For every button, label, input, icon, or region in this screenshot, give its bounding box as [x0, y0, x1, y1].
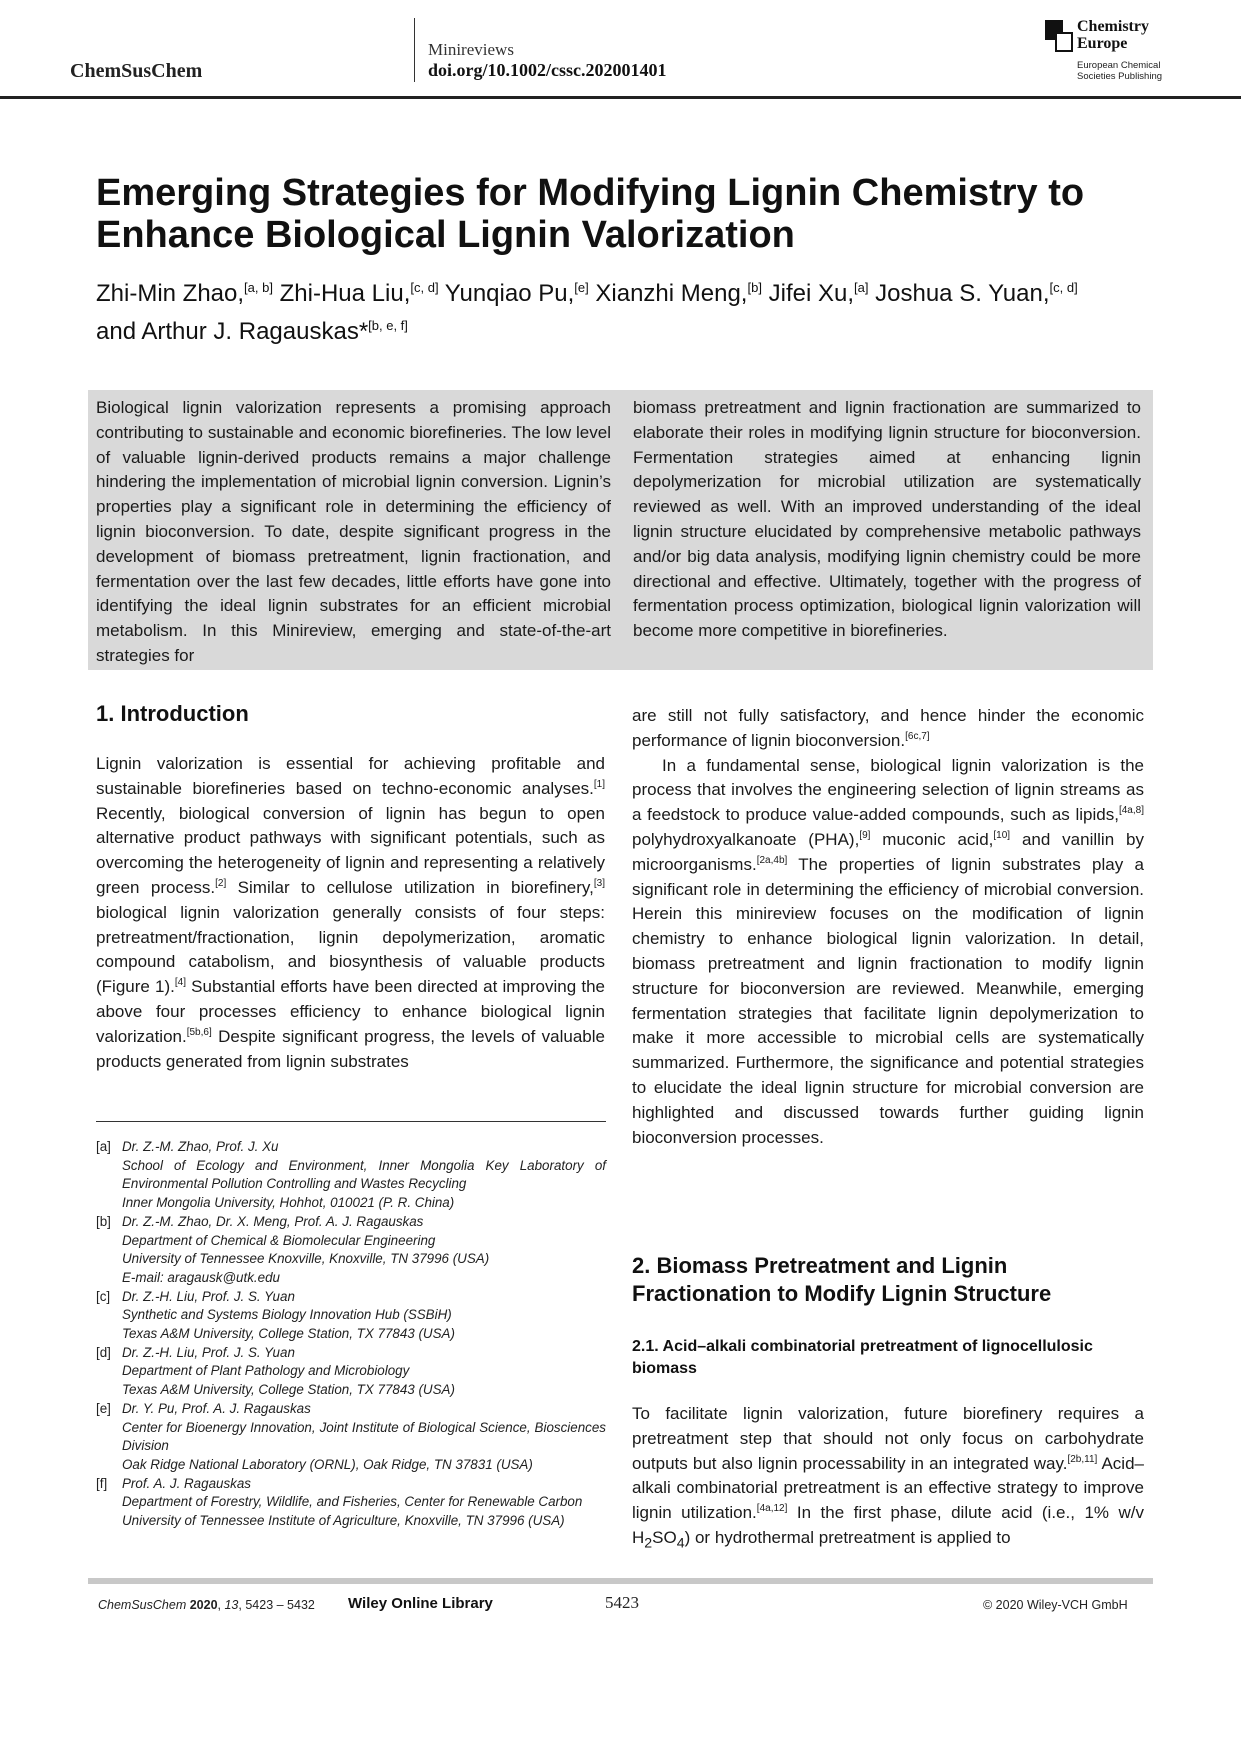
author-affiliation-mark: [b, e, f] [368, 318, 408, 333]
author[interactable]: Xianzhi Meng, [595, 280, 748, 307]
affiliations [96, 1138, 606, 1531]
section2-paragraph-1: To facilitate lignin valorization, future biorefinery requires a pretreatment step that should not only focus on carbohydrate outputs but also lignin processability in an integrated way.[2b,11] Acid–alkali combinatorial pretreatment is an effective strategy to improve lignin utilization.[4a,12] In the first phase, dilute acid (i.e., 1% w/v $H_2SO_4$) or hydrothermal pretreatment is applied to [632, 1404, 1145, 1552]
author-list [96, 272, 1156, 348]
citation-line: ChemSusChem 2020, 13, 5423 – 5432 [98, 1598, 315, 1612]
affiliation-a: [a] Dr. Z.-M. Zhao, Prof. J. Xu School of Ecology and Environment, Inner Mongolia Key Laboratory of Environmental Pollution Controlling and Wastes Recycling Inner Mongolia University, Hohhot, 010021 (P. R. China) [96, 1139, 606, 1211]
footnote-rule [96, 1121, 606, 1122]
corresponding-email[interactable]: E-mail: aragausk@utk.edu [122, 1269, 280, 1285]
intro-paragraph-1: Lignin valorization is essential for achieving profitable and sustainable biorefineries based on techno-economic analyses.[1] Recently, biological conversion of lignin has begun to open alternative product pathways with significant potentials, such as overcoming the heterogeneity of lignin and representing a relatively green process.[2] Similar to cellulose utilization in biorefinery,[3] biological lignin valorization generally consists of four steps: pretreatment/fractionation, lignin depolymerization, aromatic compound catabolism, and biosynthesis of valuable products (Figure 1).[4] Substantial efforts have been directed at improving the above four processes efficiency to enhance biological lignin valorization.[5b,6] Despite significant progress, the levels of valuable products generated from lignin substrates [96, 754, 605, 1071]
citation[interactable]: [3] [593, 877, 605, 889]
header-rule [0, 96, 1241, 99]
section-heading-biomass-pretreatment: 2. Biomass Pretreatment and Lignin Fractionation to Modify Lignin Structure [632, 1253, 1052, 1306]
citation[interactable]: [6c,7] [905, 730, 930, 742]
affiliation-e: [e] Dr. Y. Pu, Prof. A. J. Ragauskas Center for Bioenergy Innovation, Joint Institute of Biological Science, Biosciences Division Oak Ridge National Laboratory (ORNL), Oak Ridge, TN 37831 (USA) [96, 1400, 606, 1472]
publisher-subtitle: European Chemical Societies Publishing [1077, 60, 1163, 82]
abstract-box [88, 390, 1153, 670]
intro-paragraph-1-continued: are still not fully satisfactory, and hence hinder the economic performance of lignin bioconversion.[6c,7] [632, 706, 1144, 750]
section-heading-introduction: 1. Introduction [96, 701, 249, 726]
author[interactable]: Zhi-Min Zhao, [96, 280, 245, 307]
citation[interactable]: [2b,11] [1067, 1453, 1098, 1465]
intro-right-column [632, 704, 1144, 1150]
publisher-name: Chemistry Europe [1077, 18, 1149, 52]
section-type: Minireviews [428, 40, 514, 59]
citation[interactable]: [2a,4b] [756, 854, 788, 866]
journal-name: ChemSusChem [70, 60, 203, 82]
abstract-text-right: biomass pretreatment and lignin fractionation are summarized to elaborate their roles in modifying lignin structure for bioconversion. Fermentation strategies aimed at enhancing lignin depolymerization for microbial utilization are systematically reviewed as well. With an improved understanding of the ideal lignin structure elucidated by comprehensive metabolic pathways and/or big data analysis, modifying lignin chemistry could be more directional and effective. Ultimately, together with the progress of fermentation process optimization, biological lignin valorization will become more competitive in biorefineries. [633, 398, 1141, 641]
page-number: 5423 [605, 1593, 639, 1612]
abstract-text-left: Biological lignin valorization represents a promising approach contributing to sustainable and economic biorefineries. The low level of valuable lignin-derived products remains a major challenge hindering the implementation of microbial lignin conversion. Lignin’s properties play a significant role in determining the efficiency of lignin bioconversion. To date, despite significant progress in the development of biomass pretreatment, lignin fractionation, and fermentation over the last few decades, little efforts have gone into identifying the ideal lignin substrates for an efficient microbial metabolism. In this Minireview, emerging and state-of-the-art strategies for [96, 398, 611, 665]
author-affiliation-mark: [c, d] [410, 280, 439, 295]
intro-paragraph-2: In a fundamental sense, biological lignin valorization is the process that involves the engineering selection of lignin streams as a feedstock to produce value-added compounds, such as lipids,[4a,8] polyhydroxyalkanoate (PHA),[9] muconic acid,[10] and vanillin by microorganisms.[2a,4b] The properties of lignin substrates play a significant role in determining the efficiency of microbial conversion. Herein this minireview focuses on the modification of lignin chemistry to enhance biological lignin valorization. In detail, biomass pretreatment and lignin fractionation to modify lignin structure for bioconversion are reviewed. Meanwhile, emerging fermentation strategies that facilitate lignin depolymerization to make it more accessible to microbial cells are systematically summarized. Furthermore, the significance and potential strategies to elucidate the ideal lignin structure for microbial conversion are highlighted and discussed towards further guiding lignin bioconversion processes. [632, 755, 1144, 1147]
footer-rule [88, 1578, 1153, 1584]
affiliation-c: [c] Dr. Z.-H. Liu, Prof. J. S. Yuan Synthetic and Systems Biology Innovation Hub (SSBiH) Texas A&M University, College Station, TX 77843 (USA) [96, 1288, 455, 1342]
author[interactable]: Zhi-Hua Liu, [279, 280, 411, 307]
header-divider [414, 18, 415, 82]
author-affiliation-mark: [b] [747, 280, 762, 295]
affiliation-f: [f] Prof. A. J. Ragauskas Department of Forestry, Wildlife, and Fisheries, Center for Renewable Carbon University of Tennessee Institute of Agriculture, Knoxville, TN 37996 (USA) [96, 1475, 583, 1529]
author-affiliation-mark: [c, d] [1049, 280, 1078, 295]
author-affiliation-mark: [a] [854, 280, 869, 295]
affiliation-b: [b] Dr. Z.-M. Zhao, Dr. X. Meng, Prof. A. J. Ragauskas Department of Chemical & Biomolecular Engineering University of Tennessee Knoxville, Knoxville, TN 37996 (USA) E-mail: aragausk@utk.edu [96, 1213, 606, 1288]
citation[interactable]: [2] [215, 877, 227, 889]
wiley-online-library-link[interactable]: Wiley Online Library [348, 1595, 493, 1612]
citation[interactable]: [5b,6] [186, 1026, 212, 1038]
author-affiliation-mark: [e] [574, 280, 589, 295]
author[interactable]: Yunqiao Pu, [444, 280, 575, 307]
citation[interactable]: [10] [993, 829, 1011, 841]
citation[interactable]: [4] [174, 977, 186, 989]
citation[interactable]: [9] [859, 829, 871, 841]
author[interactable]: and Arthur J. Ragauskas* [96, 318, 369, 345]
citation[interactable]: [4a,8] [1118, 805, 1144, 817]
citation[interactable]: [1] [593, 778, 605, 790]
subsection-heading-acid-alkali: 2.1. Acid–alkali combinatorial pretreatment of lignocellulosic biomass [632, 1338, 1093, 1377]
author-affiliation-mark: [a, b] [244, 280, 273, 295]
author[interactable]: Jifei Xu, [768, 280, 854, 307]
doi-link[interactable]: doi.org/10.1002/cssc.202001401 [428, 60, 667, 80]
affiliation-d: [d] Dr. Z.-H. Liu, Prof. J. S. Yuan Department of Plant Pathology and Microbiology Texas A&M University, College Station, TX 77843 (USA) [96, 1344, 455, 1398]
article-title: Emerging Strategies for Modifying Lignin Chemistry to Enhance Biological Lignin Valorization [96, 172, 1085, 256]
citation[interactable]: [4a,12] [756, 1503, 788, 1515]
chemistry-europe-logo[interactable] [1045, 18, 1175, 82]
author[interactable]: Joshua S. Yuan, [875, 280, 1050, 307]
copyright: © 2020 Wiley-VCH GmbH [983, 1598, 1128, 1612]
chemistry-europe-logo-icon [1045, 20, 1073, 52]
